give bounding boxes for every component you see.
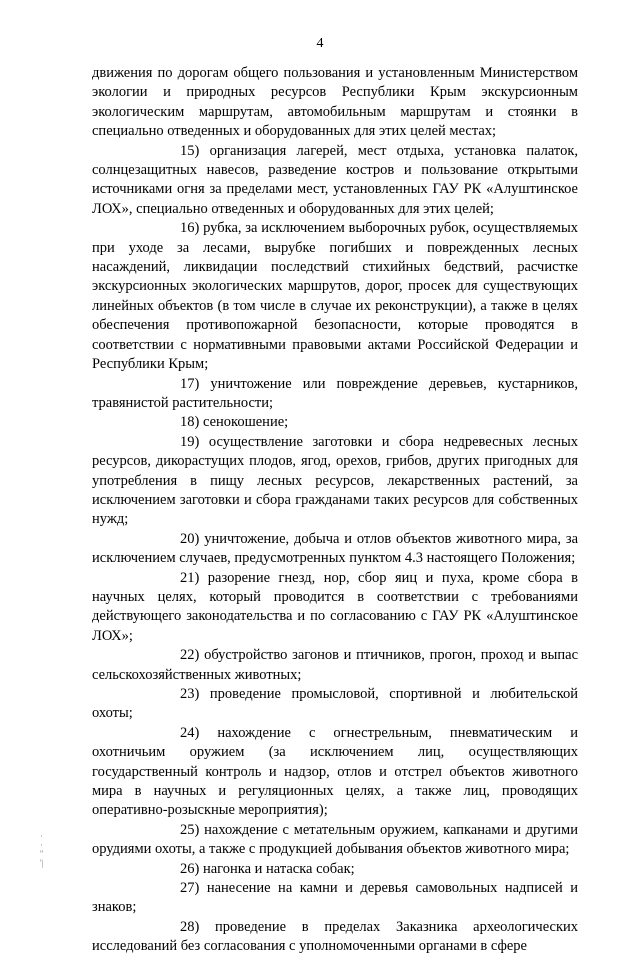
- list-item-number: 26): [180, 860, 200, 877]
- list-item: [92, 569, 578, 647]
- list-item: [92, 821, 578, 860]
- document-body: [92, 64, 578, 957]
- list-item: [92, 918, 578, 957]
- list-item-number: 19): [180, 433, 200, 450]
- list-item-text: нахождение с огнестрельным, пневматическим и охотничьим оружием (за исключением лиц, осуществляющих государственный контроль и надзор, отлов и отстрел объектов животного мира в научных и регуляционных целях, а также лиц, проводящих оперативно-розыскные мероприятия);: [92, 724, 578, 819]
- list-item-number: 15): [180, 142, 200, 159]
- page-number: 4: [316, 36, 324, 51]
- list-item: [92, 860, 578, 879]
- list-item-text: проведение промысловой, спортивной и любительской охоты;: [92, 686, 579, 722]
- list-item-text: уничтожение или повреждение деревьев, кустарников, травянистой растительности;: [92, 375, 579, 411]
- list-item-number: 23): [180, 686, 200, 702]
- list-item-number: 17): [180, 375, 200, 392]
- list-item-number: 20): [180, 530, 200, 547]
- list-item: [92, 879, 578, 918]
- list-item-text: нахождение с метательным оружием, капканами и другими орудиями охоты, а также с продукцией добывания объектов животного мира;: [92, 821, 578, 858]
- list-item-number: 27): [180, 880, 200, 897]
- list-item: [92, 413, 578, 432]
- list-item-number: 21): [180, 569, 200, 586]
- list-item-text: организация лагерей, мест отдыха, установка палаток, солнцезащитных навесов, разведение костров и пользование открытыми источниками огня за пределами мест, установленных ГАУ РК «Алуштинское ЛОХ», специально отведенных и оборудованных для этих целей;: [92, 142, 578, 217]
- list-item-text: проведение в пределах Заказника археологических исследований без согласования с уполномоченными органами в сфере: [92, 918, 579, 955]
- list-item-number: 22): [180, 647, 200, 664]
- list-item: [92, 724, 578, 821]
- list-item-number: 28): [180, 918, 200, 935]
- list-item: [92, 685, 578, 724]
- list-item-number: 18): [180, 414, 200, 431]
- list-item-text: нагонка и натаска собак;: [202, 860, 355, 877]
- list-item-text: осуществление заготовки и сбора недревесных лесных ресурсов, дикорастущих плодов, ягод, орехов, грибов, других пригодных для употребления в пищу лесных ресурсов, лекарственных растений, за исключением заготовки и сбора гражданами таких ресурсов для собственных нужд;: [92, 433, 579, 528]
- list-item: [92, 219, 578, 374]
- list-item: [92, 142, 578, 220]
- list-item-number: 24): [180, 724, 200, 741]
- intro-paragraph: движения по дорогам общего пользования и установленным Министерством экологии и природных ресурсов Республики Крым экскурсионным экологическим маршрутам, автомобильным маршрутам и стоянки в специально отведенных и оборудованных для этих целей местах;: [92, 65, 578, 140]
- list-item-text: разорение гнезд, нор, сбор яиц и пуха, кроме сбора в научных целях, который проводится в соответствии с требованиями действующего законодательства и по согласованию с ГАУ РК «Алуштинское ЛОХ»;: [92, 569, 578, 644]
- list-item-number: 25): [180, 821, 200, 838]
- list-item: [92, 646, 578, 685]
- list-item: [92, 530, 578, 569]
- list-item-text: сенокошение;: [202, 414, 289, 431]
- list-item-number: 16): [180, 220, 200, 237]
- list-item-text: уничтожение, добыча и отлов объектов животного мира, за исключением случаев, предусмотренных пунктом 4.3 настоящего Положения;: [92, 530, 579, 567]
- list-item-text: рубка, за исключением выборочных рубок, осуществляемых при уходе за лесами, вырубке погибших и поврежденных лесных насаждений, ликвидации последствий стихийных бедствий, расчистке экскурсионных экологических маршрутов, дорог, просек для существующих линейных объектов (в том числе в случае их реконструкции), а также в целях обеспечения противопожарной безопасности, которые проводятся в соответствии с нормативными правовыми актами Российской Федерации и Республики Крым;: [92, 220, 578, 373]
- list-item-text: нанесение на камни и деревья самовольных надписей и знаков;: [92, 880, 579, 916]
- list-item-text: обустройство загонов и птичников, прогон, проход и выпас сельскохозяйственных животных;: [92, 647, 579, 683]
- margin-scan-marks: · · '' '|: [40, 831, 44, 868]
- list-item: [92, 375, 578, 414]
- prohibited-activities-list: [92, 142, 578, 957]
- list-item: [92, 433, 578, 530]
